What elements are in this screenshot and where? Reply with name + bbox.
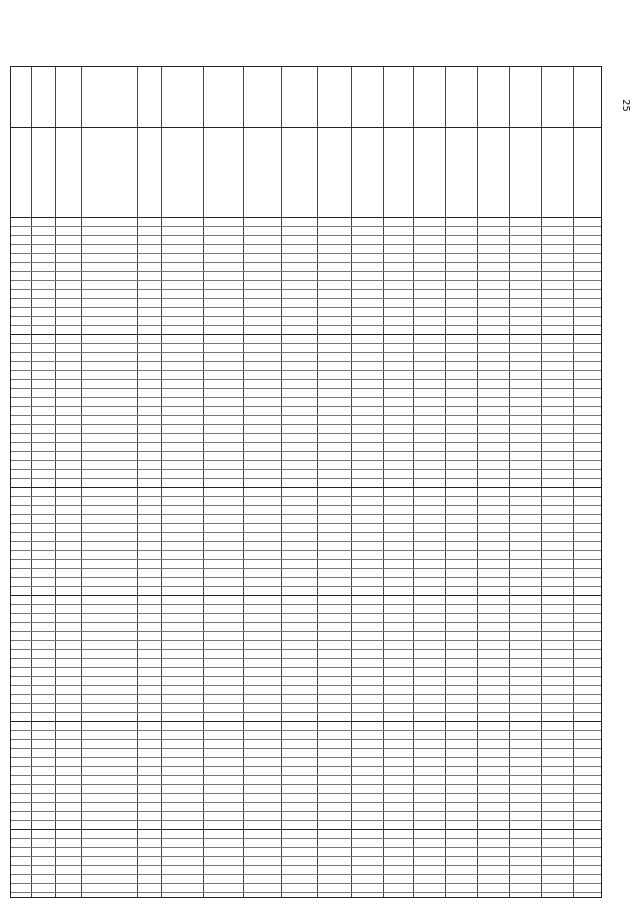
table-row-line (11, 559, 601, 560)
table-row-line (11, 775, 601, 776)
table-row-line (11, 604, 601, 605)
table-row-line (11, 865, 601, 866)
table-row-line (11, 370, 601, 371)
table-column-line (31, 67, 32, 897)
table-row-line (11, 415, 601, 416)
table-row-line (11, 667, 601, 668)
table-column-line (541, 67, 542, 897)
table-row-line (11, 253, 601, 254)
table-row-line (11, 334, 601, 335)
table-row-line (11, 829, 601, 830)
table-row-line (11, 514, 601, 515)
table-row-line (11, 649, 601, 650)
table-column-line (351, 67, 352, 897)
table-row-line (11, 523, 601, 524)
table-row-line (11, 676, 601, 677)
table-row-line (11, 613, 601, 614)
table-row-line (11, 424, 601, 425)
table-column-line (81, 67, 82, 897)
table-row-line (11, 280, 601, 281)
table-row-line (11, 352, 601, 353)
table-row-line (11, 622, 601, 623)
table-row-line (11, 478, 601, 479)
table-column-line (317, 67, 318, 897)
table-row-line (11, 442, 601, 443)
table-row-line (11, 262, 601, 263)
table-column-line (573, 67, 574, 897)
table-row-line (11, 874, 601, 875)
table-row-line (11, 487, 601, 488)
table-row-line (11, 388, 601, 389)
table-column-line (509, 67, 510, 897)
table-column-line (55, 67, 56, 897)
table-row-line (11, 892, 601, 893)
table-column-line (477, 67, 478, 897)
table-column-line (137, 67, 138, 897)
table-row-line (11, 730, 601, 731)
table-row-line (11, 343, 601, 344)
table-row-line (11, 433, 601, 434)
table-row-line (11, 793, 601, 794)
table-column-line (281, 67, 282, 897)
table-column-line (383, 67, 384, 897)
table-row-line (11, 748, 601, 749)
table-row-line (11, 361, 601, 362)
table-row-line (11, 640, 601, 641)
table-row-line (11, 460, 601, 461)
table-row-line (11, 289, 601, 290)
table-row-line (11, 838, 601, 839)
table-row-line (11, 712, 601, 713)
table-header-line (11, 127, 601, 128)
table-row-line (11, 784, 601, 785)
table-row-line (11, 505, 601, 506)
table-row-line (11, 856, 601, 857)
table-row-line (11, 307, 601, 308)
table-row-line (11, 379, 601, 380)
table-column-line (413, 67, 414, 897)
table-row-line (11, 271, 601, 272)
table-row-line (11, 685, 601, 686)
table-column-line (161, 67, 162, 897)
table-row-line (11, 235, 601, 236)
table-row-line (11, 451, 601, 452)
table-row-line (11, 586, 601, 587)
table-row-line (11, 226, 601, 227)
table-row-line (11, 577, 601, 578)
table-row-line (11, 802, 601, 803)
table-row-line (11, 820, 601, 821)
table-row-line (11, 631, 601, 632)
table-row-line (11, 721, 601, 722)
table-row-line (11, 541, 601, 542)
table-row-line (11, 496, 601, 497)
table-row-line (11, 739, 601, 740)
table-row-line (11, 325, 601, 326)
table-row-line (11, 550, 601, 551)
table-row-line (11, 298, 601, 299)
table-row-line (11, 811, 601, 812)
table-column-line (203, 67, 204, 897)
page-number: 25 (620, 99, 632, 112)
table-row-line (11, 217, 601, 218)
table-row-line (11, 532, 601, 533)
table-row-line (11, 703, 601, 704)
table-row-line (11, 316, 601, 317)
table-row-line (11, 568, 601, 569)
table-column-line (445, 67, 446, 897)
table-row-line (11, 595, 601, 596)
table-row-line (11, 694, 601, 695)
table-row-line (11, 883, 601, 884)
budget-table (10, 66, 602, 898)
table-column-line (243, 67, 244, 897)
table-row-line (11, 658, 601, 659)
table-row-line (11, 397, 601, 398)
table-row-line (11, 406, 601, 407)
table-row-line (11, 766, 601, 767)
table-row-line (11, 244, 601, 245)
table-row-line (11, 847, 601, 848)
table-row-line (11, 469, 601, 470)
table-row-line (11, 757, 601, 758)
